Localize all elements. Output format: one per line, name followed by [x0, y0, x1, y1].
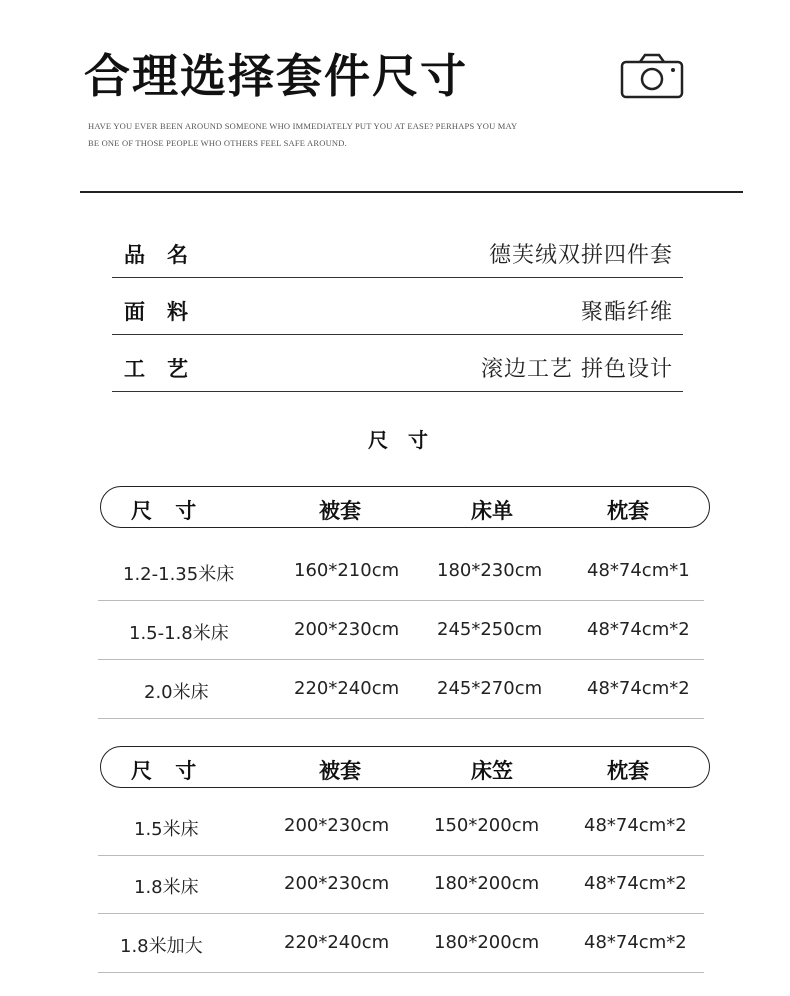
spec-value: 德芙绒双拼四件套: [488, 243, 673, 268]
cell-size: 2.0米床: [144, 682, 209, 703]
header-pillowcase: 枕套: [607, 759, 649, 783]
cell-pillowcase: 48*74cm*2: [587, 619, 690, 640]
header-pillowcase: 枕套: [607, 499, 649, 523]
header-fitted-sheet: 床笠: [471, 759, 513, 783]
cell-sheet: 180*230cm: [437, 560, 543, 581]
table-row: [98, 601, 704, 660]
cell-pillowcase: 48*74cm*2: [584, 932, 687, 953]
header-duvet: 被套: [319, 499, 361, 523]
table1-header: [100, 486, 710, 528]
cell-duvet: 160*210cm: [294, 560, 400, 581]
cell-duvet: 220*240cm: [294, 678, 400, 699]
spec-value: 聚酯纤维: [580, 300, 673, 325]
header-size: 尺 寸: [131, 759, 205, 783]
cell-size: 1.2-1.35米床: [123, 564, 235, 585]
subtitle-line-2: BE ONE OF THOSE PEOPLE WHO OTHERS FEEL SAFE AROUND.: [88, 138, 347, 148]
header-sheet: 床单: [471, 499, 513, 523]
cell-duvet: 200*230cm: [294, 619, 400, 640]
header-size: 尺 寸: [131, 499, 205, 523]
table2-header: [100, 746, 710, 788]
cell-duvet: 200*230cm: [284, 873, 390, 894]
subtitle-line-1: HAVE YOU EVER BEEN AROUND SOMEONE WHO IMMEDIATELY PUT YOU AT EASE? PERHAPS YOU MAY: [88, 121, 518, 131]
cell-duvet: 200*230cm: [284, 815, 390, 836]
subtitle-text: [88, 118, 558, 152]
spec-row-craft: [112, 334, 683, 392]
spec-label: 面料: [124, 300, 210, 324]
spec-value: 滚边工艺 拼色设计: [481, 357, 673, 382]
cell-pillowcase: 48*74cm*2: [584, 873, 687, 894]
cell-pillowcase: 48*74cm*1: [587, 560, 690, 581]
size-heading: 尺寸: [368, 428, 448, 452]
cell-fitted-sheet: 180*200cm: [434, 873, 540, 894]
header-duvet: 被套: [319, 759, 361, 783]
table-row: [98, 797, 704, 856]
cell-size: 1.8米加大: [120, 936, 203, 957]
cell-size: 1.5米床: [134, 819, 199, 840]
page-title: 合理选择套件尺寸: [84, 49, 468, 103]
cell-size: 1.8米床: [134, 877, 199, 898]
header-divider: [80, 191, 743, 193]
cell-sheet: 245*270cm: [437, 678, 543, 699]
cell-pillowcase: 48*74cm*2: [584, 815, 687, 836]
camera-icon: [620, 52, 684, 104]
spec-label: 工艺: [124, 357, 210, 381]
table-row: [98, 855, 704, 914]
cell-fitted-sheet: 180*200cm: [434, 932, 540, 953]
table-row: [98, 660, 704, 719]
cell-sheet: 245*250cm: [437, 619, 543, 640]
spec-label: 品名: [124, 243, 210, 267]
cell-fitted-sheet: 150*200cm: [434, 815, 540, 836]
cell-size: 1.5-1.8米床: [129, 623, 229, 644]
table-row: [98, 542, 704, 601]
cell-pillowcase: 48*74cm*2: [587, 678, 690, 699]
spec-row-fabric: [112, 277, 683, 335]
cell-duvet: 220*240cm: [284, 932, 390, 953]
spec-row-product-name: [112, 220, 683, 278]
table-row: [98, 914, 704, 973]
